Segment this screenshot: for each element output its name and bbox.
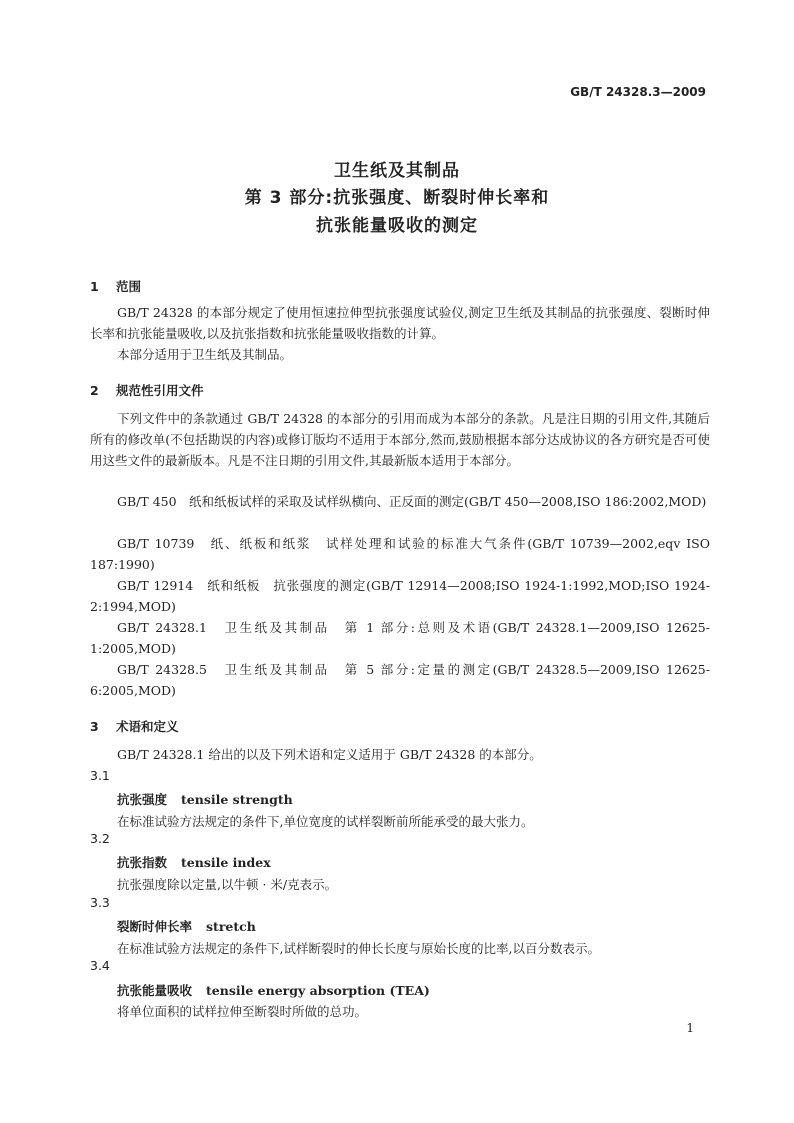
section-2-heading	[90, 381, 204, 399]
page-number: 1	[686, 1021, 694, 1035]
section-title: 范围	[116, 279, 142, 294]
term-zh: 抗张指数	[117, 855, 168, 870]
section-2-intro: 下列文件中的条款通过 GB/T 24328 的本部分的引用而成为本部分的条款。凡是注日期的引用文件,其随后所有的修改单(不包括勘误的内容)或修订版均不适用于本部分,然而,鼓励根据本部分达成协议的各方研究是否可使用这些文件的最新版本。凡是不注日期的引用文件,其最新版本适用于本部分。	[90, 411, 710, 468]
standard-number: GB/T 24328.3—2009	[570, 85, 706, 99]
section-number: 1	[90, 279, 99, 294]
reference-entry: GB/T 24328.5 卫生纸及其制品 第 5 部分:定量的测定(GB/T 24328.5—2009,ISO 12625-6:2005,MOD)	[90, 662, 710, 698]
term-number: 3.3	[90, 895, 110, 910]
term-en: stretch	[206, 919, 256, 934]
section-3-intro: GB/T 24328.1 给出的以及下列术语和定义适用于 GB/T 24328 的本部分。	[117, 747, 542, 762]
reference-entry: GB/T 450 纸和纸板试样的采取及试样纵横向、正反面的测定(GB/T 450—2008,ISO 186:2002,MOD)	[117, 494, 707, 509]
reference-entry: GB/T 24328.1 卫生纸及其制品 第 1 部分:总则及术语(GB/T 24328.1—2009,ISO 12625-1:2005,MOD)	[90, 620, 710, 656]
term-number: 3.1	[90, 768, 110, 783]
term-zh: 裂断时伸长率	[117, 919, 193, 934]
section-1-paragraph: GB/T 24328 的本部分规定了使用恒速拉伸型抗张强度试验仪,测定卫生纸及其制品的抗张强度、裂断时伸长率和抗张能量吸收,以及抗张指数和抗张能量吸收指数的计算。	[90, 305, 710, 341]
section-number: 3	[90, 719, 99, 734]
term-definition: 抗张强度除以定量,以牛顿 · 米/克表示。	[117, 877, 338, 892]
section-number: 2	[90, 383, 99, 398]
term-heading	[117, 790, 293, 808]
term-heading	[117, 853, 271, 871]
term-definition: 在标准试验方法规定的条件下,试样断裂时的伸长长度与原始长度的比率,以百分数表示。	[117, 941, 600, 956]
title-line-1: 卫生纸及其制品	[334, 161, 460, 181]
section-3-heading	[90, 717, 179, 735]
section-title: 规范性引用文件	[116, 383, 204, 398]
section-1-applicability: 本部分适用于卫生纸及其制品。	[117, 347, 293, 362]
term-definition: 将单位面积的试样拉伸至断裂时所做的总功。	[117, 1004, 368, 1019]
term-zh: 抗张强度	[117, 792, 168, 807]
section-1-heading	[90, 277, 141, 295]
term-en: tensile index	[181, 855, 271, 870]
term-heading	[117, 917, 256, 935]
term-en: tensile energy absorption (TEA)	[206, 983, 430, 998]
title-line-2: 第 3 部分:抗张强度、断裂时伸长率和	[244, 188, 550, 208]
title-line-3: 抗张能量吸收的测定	[316, 216, 478, 236]
term-en: tensile strength	[181, 792, 293, 807]
section-title: 术语和定义	[116, 719, 179, 734]
term-zh: 抗张能量吸收	[117, 983, 193, 998]
term-heading	[117, 981, 430, 999]
term-number: 3.2	[90, 831, 110, 846]
term-definition: 在标准试验方法规定的条件下,单位宽度的试样裂断前所能承受的最大张力。	[117, 814, 534, 829]
reference-entry: GB/T 12914 纸和纸板 抗张强度的测定(GB/T 12914—2008;ISO 1924-1:1992,MOD;ISO 1924-2:1994,MOD)	[90, 578, 710, 614]
term-number: 3.4	[90, 958, 110, 973]
reference-entry: GB/T 10739 纸、纸板和纸浆 试样处理和试验的标准大气条件(GB/T 10739—2002,eqv ISO 187:1990)	[90, 536, 710, 572]
